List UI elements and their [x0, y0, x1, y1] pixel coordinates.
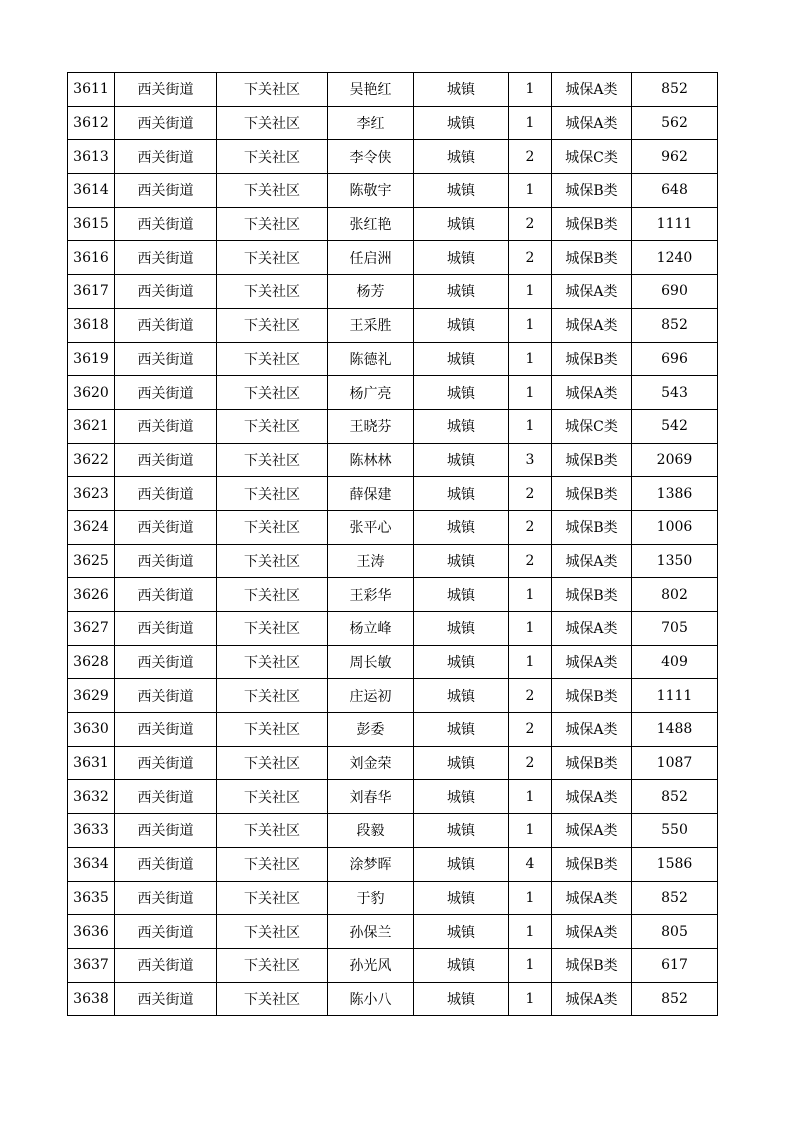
- table-row: [68, 73, 718, 107]
- street-name-cell: 西关街道: [115, 544, 217, 578]
- street-name-cell: 西关街道: [115, 73, 217, 107]
- amount-cell: 852: [632, 881, 718, 915]
- residence-type-cell: 城镇: [414, 376, 509, 410]
- insurance-category-cell: 城保A类: [552, 612, 632, 646]
- household-size-cell: 2: [509, 746, 552, 780]
- street-name-cell: 西关街道: [115, 780, 217, 814]
- insurance-category-cell: 城保B类: [552, 477, 632, 511]
- community-name-cell: 下关社区: [217, 881, 328, 915]
- household-size-cell: 1: [509, 275, 552, 309]
- amount-cell: 1386: [632, 477, 718, 511]
- street-name-cell: 西关街道: [115, 376, 217, 410]
- table-row: [68, 746, 718, 780]
- serial-number-cell: 3625: [68, 544, 115, 578]
- person-name-cell: 张红艳: [328, 207, 414, 241]
- person-name-cell: 陈小八: [328, 982, 414, 1016]
- residence-type-cell: 城镇: [414, 140, 509, 174]
- insurance-category-cell: 城保B类: [552, 207, 632, 241]
- residence-type-cell: 城镇: [414, 847, 509, 881]
- table-row: [68, 308, 718, 342]
- person-name-cell: 任启洲: [328, 241, 414, 275]
- household-size-cell: 2: [509, 207, 552, 241]
- person-name-cell: 李令侠: [328, 140, 414, 174]
- residence-type-cell: 城镇: [414, 241, 509, 275]
- amount-cell: 962: [632, 140, 718, 174]
- household-size-cell: 1: [509, 73, 552, 107]
- amount-cell: 696: [632, 342, 718, 376]
- table-row: [68, 544, 718, 578]
- person-name-cell: 陈敬宇: [328, 174, 414, 208]
- insurance-category-cell: 城保A类: [552, 982, 632, 1016]
- household-size-cell: 1: [509, 645, 552, 679]
- street-name-cell: 西关街道: [115, 106, 217, 140]
- community-name-cell: 下关社区: [217, 106, 328, 140]
- serial-number-cell: 3626: [68, 578, 115, 612]
- residence-type-cell: 城镇: [414, 477, 509, 511]
- community-name-cell: 下关社区: [217, 73, 328, 107]
- insurance-category-cell: 城保A类: [552, 544, 632, 578]
- community-name-cell: 下关社区: [217, 477, 328, 511]
- street-name-cell: 西关街道: [115, 746, 217, 780]
- amount-cell: 1350: [632, 544, 718, 578]
- household-size-cell: 1: [509, 881, 552, 915]
- insurance-category-cell: 城保B类: [552, 948, 632, 982]
- insurance-category-cell: 城保A类: [552, 275, 632, 309]
- table-row: [68, 982, 718, 1016]
- serial-number-cell: 3620: [68, 376, 115, 410]
- street-name-cell: 西关街道: [115, 140, 217, 174]
- amount-cell: 1111: [632, 207, 718, 241]
- household-size-cell: 1: [509, 376, 552, 410]
- community-name-cell: 下关社区: [217, 376, 328, 410]
- person-name-cell: 杨广亮: [328, 376, 414, 410]
- insurance-category-cell: 城保A类: [552, 73, 632, 107]
- table-row: [68, 915, 718, 949]
- insurance-category-cell: 城保A类: [552, 308, 632, 342]
- household-size-cell: 3: [509, 443, 552, 477]
- residence-type-cell: 城镇: [414, 73, 509, 107]
- community-name-cell: 下关社区: [217, 174, 328, 208]
- table-row: [68, 847, 718, 881]
- amount-cell: 1006: [632, 510, 718, 544]
- person-name-cell: 李红: [328, 106, 414, 140]
- serial-number-cell: 3636: [68, 915, 115, 949]
- insurance-category-cell: 城保A类: [552, 376, 632, 410]
- community-name-cell: 下关社区: [217, 847, 328, 881]
- community-name-cell: 下关社区: [217, 140, 328, 174]
- serial-number-cell: 3613: [68, 140, 115, 174]
- insurance-category-cell: 城保B类: [552, 443, 632, 477]
- household-size-cell: 1: [509, 814, 552, 848]
- street-name-cell: 西关街道: [115, 679, 217, 713]
- street-name-cell: 西关街道: [115, 814, 217, 848]
- person-name-cell: 薛保建: [328, 477, 414, 511]
- serial-number-cell: 3617: [68, 275, 115, 309]
- street-name-cell: 西关街道: [115, 342, 217, 376]
- table-row: [68, 578, 718, 612]
- table-row: [68, 275, 718, 309]
- person-name-cell: 杨芳: [328, 275, 414, 309]
- table-row: [68, 140, 718, 174]
- table-row: [68, 612, 718, 646]
- household-size-cell: 1: [509, 780, 552, 814]
- insurance-category-cell: 城保A类: [552, 915, 632, 949]
- amount-cell: 648: [632, 174, 718, 208]
- street-name-cell: 西关街道: [115, 207, 217, 241]
- community-name-cell: 下关社区: [217, 241, 328, 275]
- community-name-cell: 下关社区: [217, 814, 328, 848]
- insurance-category-cell: 城保B类: [552, 174, 632, 208]
- residence-type-cell: 城镇: [414, 409, 509, 443]
- community-name-cell: 下关社区: [217, 780, 328, 814]
- serial-number-cell: 3627: [68, 612, 115, 646]
- household-size-cell: 1: [509, 409, 552, 443]
- serial-number-cell: 3624: [68, 510, 115, 544]
- table-row: [68, 948, 718, 982]
- serial-number-cell: 3631: [68, 746, 115, 780]
- serial-number-cell: 3634: [68, 847, 115, 881]
- amount-cell: 852: [632, 780, 718, 814]
- residence-type-cell: 城镇: [414, 443, 509, 477]
- serial-number-cell: 3619: [68, 342, 115, 376]
- household-size-cell: 1: [509, 948, 552, 982]
- street-name-cell: 西关街道: [115, 645, 217, 679]
- household-size-cell: 2: [509, 713, 552, 747]
- household-size-cell: 1: [509, 308, 552, 342]
- residence-type-cell: 城镇: [414, 275, 509, 309]
- community-name-cell: 下关社区: [217, 510, 328, 544]
- street-name-cell: 西关街道: [115, 578, 217, 612]
- community-name-cell: 下关社区: [217, 713, 328, 747]
- street-name-cell: 西关街道: [115, 915, 217, 949]
- insurance-category-cell: 城保C类: [552, 140, 632, 174]
- serial-number-cell: 3632: [68, 780, 115, 814]
- serial-number-cell: 3618: [68, 308, 115, 342]
- amount-cell: 542: [632, 409, 718, 443]
- table-row: [68, 679, 718, 713]
- community-name-cell: 下关社区: [217, 982, 328, 1016]
- table-row: [68, 645, 718, 679]
- table-row: [68, 207, 718, 241]
- table-row: [68, 342, 718, 376]
- insurance-category-cell: 城保B类: [552, 578, 632, 612]
- street-name-cell: 西关街道: [115, 174, 217, 208]
- residence-type-cell: 城镇: [414, 948, 509, 982]
- residence-type-cell: 城镇: [414, 881, 509, 915]
- serial-number-cell: 3629: [68, 679, 115, 713]
- person-name-cell: 孙光风: [328, 948, 414, 982]
- person-name-cell: 王采胜: [328, 308, 414, 342]
- community-name-cell: 下关社区: [217, 544, 328, 578]
- insurance-category-cell: 城保B类: [552, 847, 632, 881]
- serial-number-cell: 3615: [68, 207, 115, 241]
- community-name-cell: 下关社区: [217, 409, 328, 443]
- residence-type-cell: 城镇: [414, 746, 509, 780]
- amount-cell: 562: [632, 106, 718, 140]
- serial-number-cell: 3630: [68, 713, 115, 747]
- street-name-cell: 西关街道: [115, 308, 217, 342]
- serial-number-cell: 3635: [68, 881, 115, 915]
- person-name-cell: 杨立峰: [328, 612, 414, 646]
- amount-cell: 1111: [632, 679, 718, 713]
- serial-number-cell: 3638: [68, 982, 115, 1016]
- community-name-cell: 下关社区: [217, 948, 328, 982]
- amount-cell: 1087: [632, 746, 718, 780]
- person-name-cell: 刘春华: [328, 780, 414, 814]
- insurance-category-cell: 城保A类: [552, 780, 632, 814]
- serial-number-cell: 3628: [68, 645, 115, 679]
- amount-cell: 852: [632, 73, 718, 107]
- community-name-cell: 下关社区: [217, 612, 328, 646]
- amount-cell: 1240: [632, 241, 718, 275]
- residence-type-cell: 城镇: [414, 612, 509, 646]
- amount-cell: 550: [632, 814, 718, 848]
- table-row: [68, 814, 718, 848]
- household-size-cell: 2: [509, 140, 552, 174]
- street-name-cell: 西关街道: [115, 713, 217, 747]
- community-name-cell: 下关社区: [217, 275, 328, 309]
- household-size-cell: 2: [509, 544, 552, 578]
- table-row: [68, 510, 718, 544]
- household-size-cell: 4: [509, 847, 552, 881]
- person-name-cell: 王晓芬: [328, 409, 414, 443]
- table-row: [68, 241, 718, 275]
- insurance-category-cell: 城保A类: [552, 713, 632, 747]
- insurance-category-cell: 城保B类: [552, 679, 632, 713]
- residence-type-cell: 城镇: [414, 308, 509, 342]
- table-row: [68, 780, 718, 814]
- table-row: [68, 713, 718, 747]
- amount-cell: 852: [632, 982, 718, 1016]
- residence-type-cell: 城镇: [414, 645, 509, 679]
- amount-cell: 690: [632, 275, 718, 309]
- household-size-cell: 2: [509, 241, 552, 275]
- amount-cell: 705: [632, 612, 718, 646]
- table-row: [68, 881, 718, 915]
- table-row: [68, 443, 718, 477]
- household-size-cell: 1: [509, 982, 552, 1016]
- residence-type-cell: 城镇: [414, 814, 509, 848]
- household-size-cell: 1: [509, 578, 552, 612]
- street-name-cell: 西关街道: [115, 477, 217, 511]
- person-name-cell: 陈德礼: [328, 342, 414, 376]
- table-row: [68, 106, 718, 140]
- insurance-category-cell: 城保C类: [552, 409, 632, 443]
- person-name-cell: 刘金荣: [328, 746, 414, 780]
- person-name-cell: 王彩华: [328, 578, 414, 612]
- serial-number-cell: 3611: [68, 73, 115, 107]
- table-row: [68, 477, 718, 511]
- person-name-cell: 周长敏: [328, 645, 414, 679]
- table-row: [68, 174, 718, 208]
- community-name-cell: 下关社区: [217, 443, 328, 477]
- community-name-cell: 下关社区: [217, 746, 328, 780]
- insurance-category-cell: 城保A类: [552, 814, 632, 848]
- insurance-category-cell: 城保A类: [552, 106, 632, 140]
- serial-number-cell: 3622: [68, 443, 115, 477]
- person-name-cell: 吴艳红: [328, 73, 414, 107]
- serial-number-cell: 3621: [68, 409, 115, 443]
- residence-type-cell: 城镇: [414, 106, 509, 140]
- street-name-cell: 西关街道: [115, 612, 217, 646]
- household-size-cell: 2: [509, 510, 552, 544]
- amount-cell: 802: [632, 578, 718, 612]
- table-row: [68, 409, 718, 443]
- person-name-cell: 王涛: [328, 544, 414, 578]
- insurance-category-cell: 城保B类: [552, 746, 632, 780]
- residence-type-cell: 城镇: [414, 713, 509, 747]
- insurance-category-cell: 城保A类: [552, 881, 632, 915]
- serial-number-cell: 3623: [68, 477, 115, 511]
- household-size-cell: 1: [509, 106, 552, 140]
- amount-cell: 805: [632, 915, 718, 949]
- person-name-cell: 孙保兰: [328, 915, 414, 949]
- residence-type-cell: 城镇: [414, 207, 509, 241]
- roster-body: [68, 73, 718, 1016]
- amount-cell: 543: [632, 376, 718, 410]
- serial-number-cell: 3614: [68, 174, 115, 208]
- street-name-cell: 西关街道: [115, 948, 217, 982]
- household-size-cell: 1: [509, 612, 552, 646]
- person-name-cell: 段毅: [328, 814, 414, 848]
- community-name-cell: 下关社区: [217, 645, 328, 679]
- community-name-cell: 下关社区: [217, 578, 328, 612]
- residence-type-cell: 城镇: [414, 174, 509, 208]
- street-name-cell: 西关街道: [115, 847, 217, 881]
- residence-type-cell: 城镇: [414, 510, 509, 544]
- serial-number-cell: 3637: [68, 948, 115, 982]
- person-name-cell: 于豹: [328, 881, 414, 915]
- insurance-category-cell: 城保B类: [552, 342, 632, 376]
- residence-type-cell: 城镇: [414, 915, 509, 949]
- amount-cell: 2069: [632, 443, 718, 477]
- serial-number-cell: 3633: [68, 814, 115, 848]
- street-name-cell: 西关街道: [115, 982, 217, 1016]
- street-name-cell: 西关街道: [115, 241, 217, 275]
- community-name-cell: 下关社区: [217, 915, 328, 949]
- serial-number-cell: 3612: [68, 106, 115, 140]
- community-name-cell: 下关社区: [217, 308, 328, 342]
- residence-type-cell: 城镇: [414, 544, 509, 578]
- amount-cell: 852: [632, 308, 718, 342]
- street-name-cell: 西关街道: [115, 510, 217, 544]
- residence-type-cell: 城镇: [414, 342, 509, 376]
- community-name-cell: 下关社区: [217, 342, 328, 376]
- person-name-cell: 陈林林: [328, 443, 414, 477]
- residence-type-cell: 城镇: [414, 780, 509, 814]
- person-name-cell: 张平心: [328, 510, 414, 544]
- street-name-cell: 西关街道: [115, 443, 217, 477]
- residence-type-cell: 城镇: [414, 982, 509, 1016]
- street-name-cell: 西关街道: [115, 881, 217, 915]
- amount-cell: 1488: [632, 713, 718, 747]
- serial-number-cell: 3616: [68, 241, 115, 275]
- household-size-cell: 1: [509, 915, 552, 949]
- household-size-cell: 1: [509, 342, 552, 376]
- table-row: [68, 376, 718, 410]
- street-name-cell: 西关街道: [115, 275, 217, 309]
- insurance-category-cell: 城保B类: [552, 510, 632, 544]
- amount-cell: 617: [632, 948, 718, 982]
- insurance-category-cell: 城保A类: [552, 645, 632, 679]
- household-size-cell: 2: [509, 477, 552, 511]
- person-name-cell: 涂梦晖: [328, 847, 414, 881]
- insurance-category-cell: 城保B类: [552, 241, 632, 275]
- residence-type-cell: 城镇: [414, 578, 509, 612]
- community-name-cell: 下关社区: [217, 207, 328, 241]
- amount-cell: 1586: [632, 847, 718, 881]
- person-name-cell: 彭委: [328, 713, 414, 747]
- household-size-cell: 1: [509, 174, 552, 208]
- amount-cell: 409: [632, 645, 718, 679]
- community-name-cell: 下关社区: [217, 679, 328, 713]
- roster-table: [67, 72, 718, 1016]
- person-name-cell: 庄运初: [328, 679, 414, 713]
- street-name-cell: 西关街道: [115, 409, 217, 443]
- household-size-cell: 2: [509, 679, 552, 713]
- residence-type-cell: 城镇: [414, 679, 509, 713]
